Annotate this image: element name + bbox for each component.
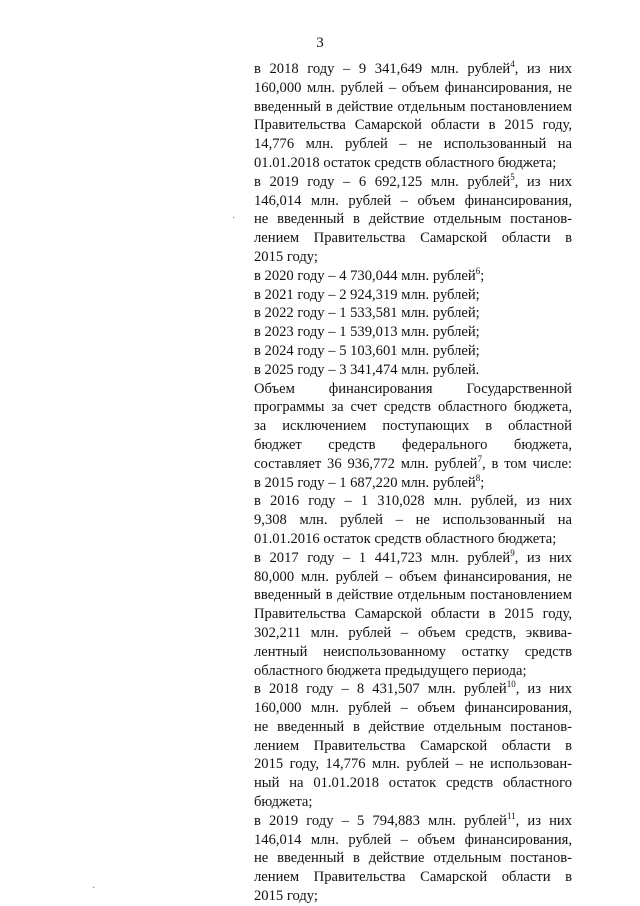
text-line [254, 79, 572, 98]
footnote-marker: 8 [475, 472, 481, 483]
text-line-tail: , из них [514, 61, 573, 77]
text-line [254, 455, 572, 474]
footnote-marker: 6 [475, 265, 481, 276]
text-line-main: 146,014 млн. рублей – объем финансирования, [254, 192, 572, 209]
footnote-marker: 7 [477, 453, 482, 464]
text-line [254, 699, 572, 718]
text-line [254, 812, 572, 831]
text-line-main: 9,308 млн. рублей – не использованный на [254, 512, 572, 529]
document-body [254, 60, 572, 906]
text-line-main: 01.01.2018 остаток средств областного бюджета; [254, 154, 557, 171]
text-line [254, 492, 572, 511]
text-line [254, 568, 572, 587]
text-line [254, 248, 572, 267]
text-line-tail: , в том числе: [481, 455, 572, 472]
text-line-main: в 2021 году – 2 924,319 млн. рублей; [254, 286, 480, 303]
text-line [254, 887, 572, 906]
text-line-main: 146,014 млн. рублей – объем финансирования, [254, 831, 572, 848]
text-line [254, 286, 572, 305]
text-line-tail: , из них [515, 681, 573, 698]
footnote-marker: 11 [506, 811, 516, 822]
text-line [254, 154, 572, 173]
text-line [254, 135, 572, 154]
text-line [254, 116, 572, 135]
text-line [254, 380, 572, 399]
text-line-main: составляет 36 936,772 млн. рублей [254, 455, 478, 472]
text-line [254, 511, 572, 530]
text-line-main: в 2017 году – 1 441,723 млн. рублей [254, 549, 511, 566]
text-line [254, 549, 572, 568]
text-line-tail: ; [480, 267, 485, 284]
footnote-marker: 5 [510, 171, 515, 182]
text-line-main: Правительства Самарской области в 2015 году, [254, 117, 572, 134]
text-line [254, 192, 572, 211]
text-line [254, 98, 572, 117]
text-line-tail: ; [480, 474, 485, 491]
text-line [254, 60, 572, 79]
text-line-main: введенный в действие отдельным постановлением [254, 98, 572, 115]
text-line [254, 436, 572, 455]
text-line [254, 605, 572, 624]
text-line-main: в 2016 году – 1 310,028 млн. рублей, из них [254, 493, 572, 510]
text-line-main: бюджета; [254, 794, 313, 811]
text-line [254, 530, 572, 549]
text-line-main: не введенный в действие отдельным постанов- [254, 211, 572, 228]
text-line-main: 302,211 млн. рублей – объем средств, эквива- [254, 624, 572, 641]
text-line-main: не введенный в действие отдельным постанов- [254, 718, 572, 735]
text-line-main: областного бюджета предыдущего периода; [254, 662, 527, 679]
text-line-main: в 2018 году – 8 431,507 млн. рублей [254, 681, 507, 698]
text-line-main: лентный неиспользованному остатку средств [254, 643, 572, 660]
footnote-marker: 10 [506, 679, 516, 690]
text-line [254, 361, 572, 380]
text-line-main: Объем финансирования Государственной [254, 380, 572, 397]
text-line-main: 2015 году; [254, 888, 318, 905]
text-line-main: 2015 году, 14,776 млн. рублей – не использован- [254, 756, 572, 773]
text-line-main: 160,000 млн. рублей – объем финансирования, не [254, 79, 572, 96]
text-line-tail: , из них [515, 812, 572, 829]
text-line [254, 737, 572, 756]
text-line-main: в 2022 году – 1 533,581 млн. рублей; [254, 305, 480, 322]
text-line-main: 01.01.2016 остаток средств областного бюджета; [254, 530, 557, 547]
text-line [254, 755, 572, 774]
text-line-main: введенный в действие отдельным постановлением [254, 587, 572, 604]
text-line-main: в 2015 году – 1 687,220 млн. рублей [254, 474, 476, 491]
text-line-main: лением Правительства Самарской области в [254, 869, 572, 886]
text-line [254, 849, 572, 868]
text-line-main: не введенный в действие отдельным постанов- [254, 850, 572, 867]
text-line-main: 14,776 млн. рублей – не использованный на [254, 136, 572, 153]
text-line-main: 2015 году; [254, 248, 318, 265]
text-line-main: лением Правительства Самарской области в [254, 230, 572, 247]
text-line-main: ный на 01.01.2018 остаток средств областного [254, 775, 572, 792]
footnote-marker: 9 [510, 547, 515, 558]
text-line [254, 624, 572, 643]
text-line [254, 210, 572, 229]
text-line-tail: , из них [514, 173, 573, 190]
text-line-main: в 2024 году – 5 103,601 млн. рублей; [254, 342, 480, 359]
text-line-main: лением Правительства Самарской области в [254, 737, 572, 754]
text-line [254, 831, 572, 850]
text-line [254, 229, 572, 248]
page-number: 3 [316, 35, 324, 51]
text-line [254, 342, 572, 361]
text-line [254, 643, 572, 662]
text-line-tail: , из них [514, 549, 573, 566]
text-line [254, 662, 572, 681]
text-line-main: в 2019 году – 6 692,125 млн. рублей [254, 173, 511, 190]
text-line-main: в 2025 году – 3 341,474 млн. рублей. [254, 361, 480, 378]
text-line-main: в 2023 году – 1 539,013 млн. рублей; [254, 324, 480, 341]
text-line [254, 774, 572, 793]
text-line [254, 323, 572, 342]
text-line-main: 80,000 млн. рублей – объем финансирования, не [254, 568, 572, 585]
text-line-main: 160,000 млн. рублей – объем финансирования, [254, 700, 572, 717]
text-line [254, 586, 572, 605]
text-line [254, 680, 572, 699]
scan-mark: · [232, 213, 236, 224]
text-line-main: бюджет средств федерального бюджета, [254, 436, 572, 453]
text-line-main: в 2018 году – 9 341,649 млн. рублей [254, 61, 511, 77]
text-line [254, 398, 572, 417]
text-line-main: в 2019 году – 5 794,883 млн. рублей [254, 812, 507, 829]
text-line-main: Правительства Самарской области в 2015 году, [254, 606, 572, 623]
text-line-main: в 2020 году – 4 730,044 млн. рублей [254, 267, 476, 284]
text-line [254, 173, 572, 192]
text-line-main: программы за счет средств областного бюджета, [254, 399, 572, 416]
text-line [254, 474, 572, 493]
text-line [254, 718, 572, 737]
text-line [254, 267, 572, 286]
scan-mark: · [92, 883, 96, 894]
text-line-main: за исключением поступающих в областной [254, 418, 572, 435]
text-line [254, 868, 572, 887]
text-line [254, 304, 572, 323]
text-line [254, 417, 572, 436]
text-line [254, 793, 572, 812]
footnote-marker: 4 [510, 59, 515, 70]
